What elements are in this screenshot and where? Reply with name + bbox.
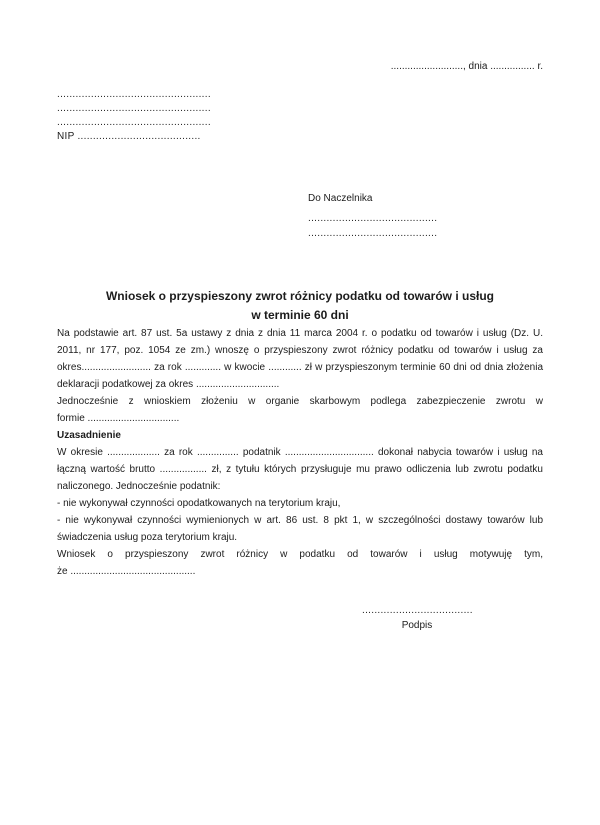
paragraph-security-form bbox=[57, 393, 543, 427]
sender-line-2: .................................................. bbox=[57, 103, 211, 114]
date-line: .........................., dnia ................ r. bbox=[390, 61, 543, 72]
document-title-line-1: Wniosek o przyspieszony zwrot różnicy podatku od towarów i usług bbox=[105, 289, 495, 303]
addressee-line-2: .......................................... bbox=[308, 228, 438, 239]
sender-nip-line: NIP ........................................ bbox=[57, 131, 201, 142]
signature-label: Podpis bbox=[401, 620, 433, 631]
paragraph-security-form-line-2: formie ................................. bbox=[57, 413, 180, 424]
sender-line-1: .................................................. bbox=[57, 89, 211, 100]
paragraph-motivation bbox=[57, 546, 543, 580]
addressee-line-1: .......................................... bbox=[308, 213, 438, 224]
addressee-label: Do Naczelnika bbox=[308, 193, 373, 204]
paragraph-justification: W okresie ................... za rok ............... podatnik ................................ dokonał nabycia towarów i usług na łączną wartość brutto ................. zł, z tytułu których przysługuje mu prawo odliczenia lub zwrotu podatku naliczonego. Jednocześnie podatnik: bbox=[57, 447, 543, 492]
document-title bbox=[57, 287, 543, 325]
sender-block bbox=[57, 88, 543, 144]
paragraph-motivation-line-2: że ............................................. bbox=[57, 566, 196, 577]
paragraph-security-form-line-1: Jednocześnie z wnioskiem złożeniu w organie skarbowym podlega zabezpieczenie zwrotu w bbox=[57, 396, 543, 407]
paragraph-legal-basis: Na podstawie art. 87 ust. 5a ustawy z dnia z dnia 11 marca 2004 r. o podatku od towarów i usług (Dz. U. 2011, nr 177, poz. 1054 ze zm.) wnoszę o przyspieszony zwrot różnicy podatku od towarów i usług za okres......................... za rok ............. w kwocie ............ zł w przyspieszonym terminie 60 dni od dnia złożenia deklaracji podatkowej za okres .............................. bbox=[57, 328, 543, 390]
sender-line-3: .................................................. bbox=[57, 117, 211, 128]
document-title-line-2: w terminie 60 dni bbox=[251, 308, 349, 322]
paragraph-motivation-line-1: Wniosek o przyspieszony zwrot różnicy w podatku od towarów i usług motywuję tym, bbox=[57, 549, 543, 560]
bullet-item-2: - nie wykonywał czynności wymienionych w art. 86 ust. 8 pkt 1, w szczególności dostawy towarów lub świadczenia usług poza terytorium kraju. bbox=[57, 515, 543, 543]
addressee-block bbox=[308, 192, 543, 241]
bullet-item-1: - nie wykonywał czynności opodatkowanych na terytorium kraju, bbox=[57, 498, 341, 509]
signature-line: .................................... bbox=[362, 605, 473, 616]
signature-block bbox=[362, 604, 472, 633]
justification-heading: Uzasadnienie bbox=[57, 430, 121, 441]
